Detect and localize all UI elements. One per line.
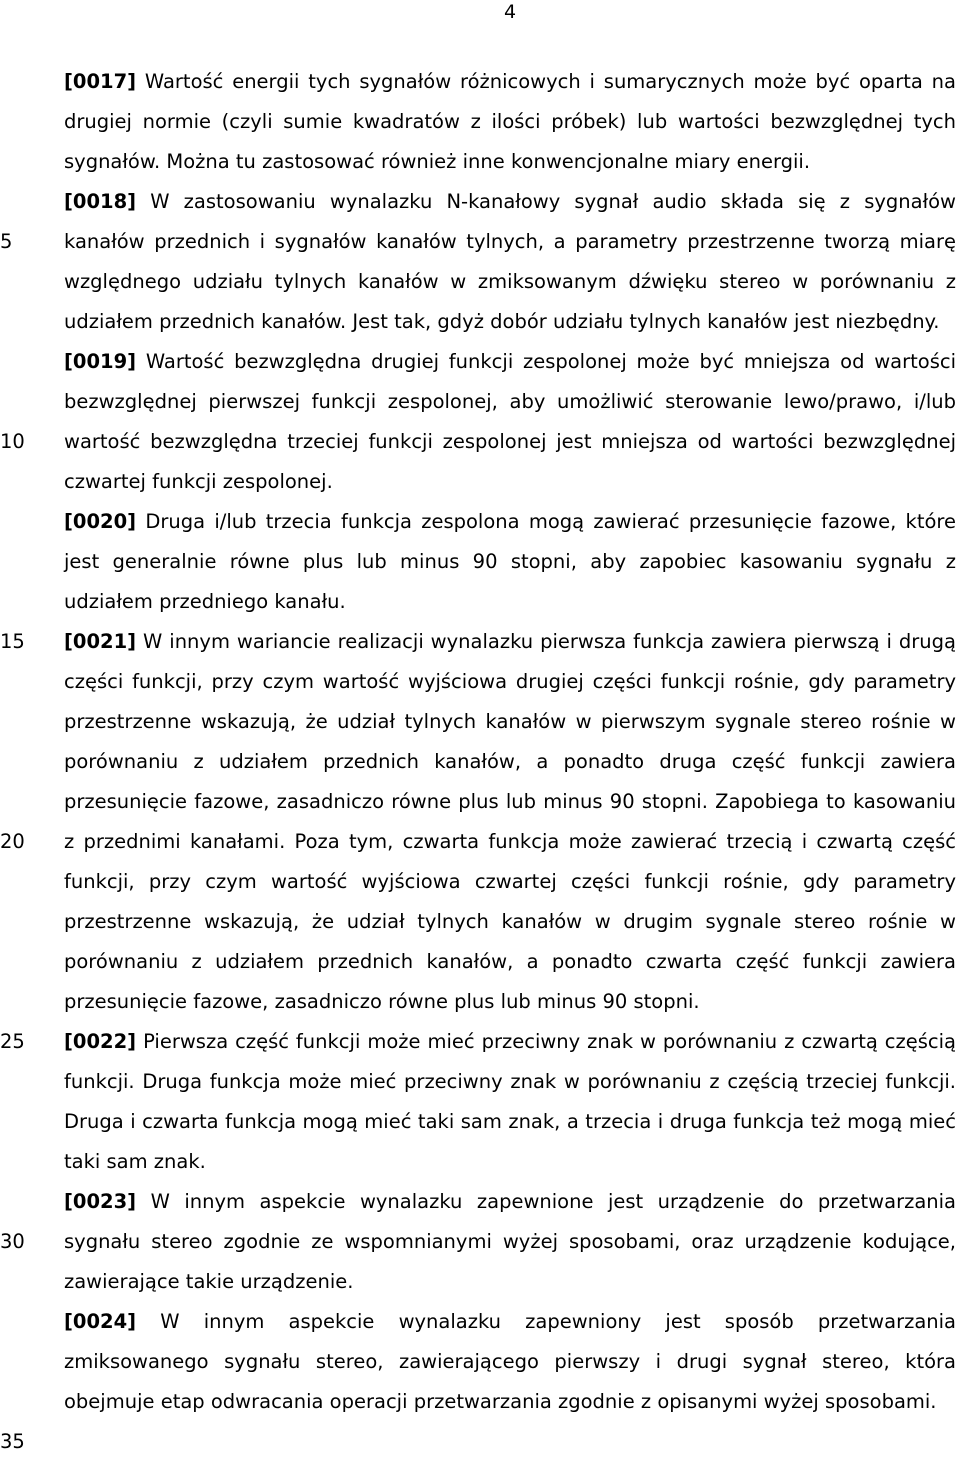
paragraph-number: [0022] (64, 1030, 137, 1053)
line-number: 35 (0, 1430, 25, 1453)
line-number: 20 (0, 830, 25, 853)
paragraph-0019 (64, 342, 956, 502)
line-number: 15 (0, 630, 25, 653)
paragraph-number: [0017] (64, 70, 137, 93)
paragraph-0024 (64, 1302, 956, 1422)
paragraph-number: [0023] (64, 1190, 137, 1213)
paragraph-text: W innym aspekcie wynalazku zapewniony jest sposób przetwarzania zmiksowanego sygnału stereo, zawierającego pierwszy i drugi sygnał stereo, która obejmuje etap odwracania operacji przetwarzania zgodnie z opisanymi wyżej sposobami. (64, 1310, 956, 1413)
document-body (64, 62, 956, 1422)
line-number: 5 (0, 230, 13, 253)
paragraph-text: Pierwsza część funkcji może mieć przeciwny znak w porównaniu z czwartą częścią funkcji. Druga funkcja może mieć przeciwny znak w porównaniu z częścią trzeciej funkcji. Druga i czwarta funkcja mogą mieć taki sam znak, a trzecia i druga funkcja też mogą mieć taki sam znak. (64, 1030, 956, 1173)
paragraph-0022 (64, 1022, 956, 1182)
paragraph-number: [0019] (64, 350, 137, 373)
paragraph-text: W zastosowaniu wynalazku N-kanałowy sygnał audio składa się z sygnałów kanałów przednich i sygnałów kanałów tylnych, a parametry przestrzenne tworzą miarę względnego udziału tylnych kanałów w zmiksowanym dźwięku stereo w porównaniu z udziałem przednich kanałów. Jest tak, gdyż dobór udziału tylnych kanałów jest niezbędny. (64, 190, 956, 333)
paragraph-text: W innym wariancie realizacji wynalazku pierwsza funkcja zawiera pierwszą i drugą części funkcji, przy czym wartość wyjściowa drugiej części funkcji rośnie, gdy parametry przestrzenne wskazują, że udział tylnych kanałów w pierwszym sygnale stereo rośnie w porównaniu z udziałem przednich kanałów, a ponadto druga część funkcji zawiera przesunięcie fazowe, zasadniczo równe plus lub minus 90 stopni. Zapobiega to kasowaniu z przednimi kanałami. Poza tym, czwarta funkcja może zawierać trzecią i czwartą część funkcji, przy czym wartość wyjściowa czwartej części funkcji rośnie, gdy parametry przestrzenne wskazują, że udział tylnych kanałów w drugim sygnale stereo rośnie w porównaniu z udziałem przednich kanałów, a ponadto czwarta część funkcji zawiera przesunięcie fazowe, zasadniczo równe plus lub minus 90 stopni. (64, 630, 956, 1013)
paragraph-number: [0024] (64, 1310, 137, 1333)
paragraph-0018 (64, 182, 956, 342)
paragraph-0021 (64, 622, 956, 1022)
line-number: 10 (0, 430, 25, 453)
paragraph-text: W innym aspekcie wynalazku zapewnione jest urządzenie do przetwarzania sygnału stereo zgodnie ze wspomnianymi wyżej sposobami, oraz urządzenie kodujące, zawierające takie urządzenie. (64, 1190, 956, 1293)
paragraph-text: Druga i/lub trzecia funkcja zespolona mogą zawierać przesunięcie fazowe, które jest generalnie równe plus lub minus 90 stopni, aby zapobiec kasowaniu sygnału z udziałem przedniego kanału. (64, 510, 956, 613)
line-number: 25 (0, 1030, 25, 1053)
page-number: 4 (503, 1, 517, 23)
paragraph-text: Wartość bezwzględna drugiej funkcji zespolonej może być mniejsza od wartości bezwzględnej pierwszej funkcji zespolonej, aby umożliwić sterowanie lewo/prawo, i/lub wartość bezwzględna trzeciej funkcji zespolonej jest mniejsza od wartości bezwzględnej czwartej funkcji zespolonej. (64, 350, 956, 493)
paragraph-number: [0020] (64, 510, 137, 533)
paragraph-number: [0021] (64, 630, 137, 653)
paragraph-number: [0018] (64, 190, 137, 213)
paragraph-0020 (64, 502, 956, 622)
paragraph-0023 (64, 1182, 956, 1302)
line-number: 30 (0, 1230, 25, 1253)
paragraph-0017 (64, 62, 956, 182)
paragraph-text: Wartość energii tych sygnałów różnicowych i sumarycznych może być oparta na drugiej normie (czyli sumie kwadratów z ilości próbek) lub wartości bezwzględnej tych sygnałów. Można tu zastosować również inne konwencjonalne miary energii. (64, 70, 956, 173)
